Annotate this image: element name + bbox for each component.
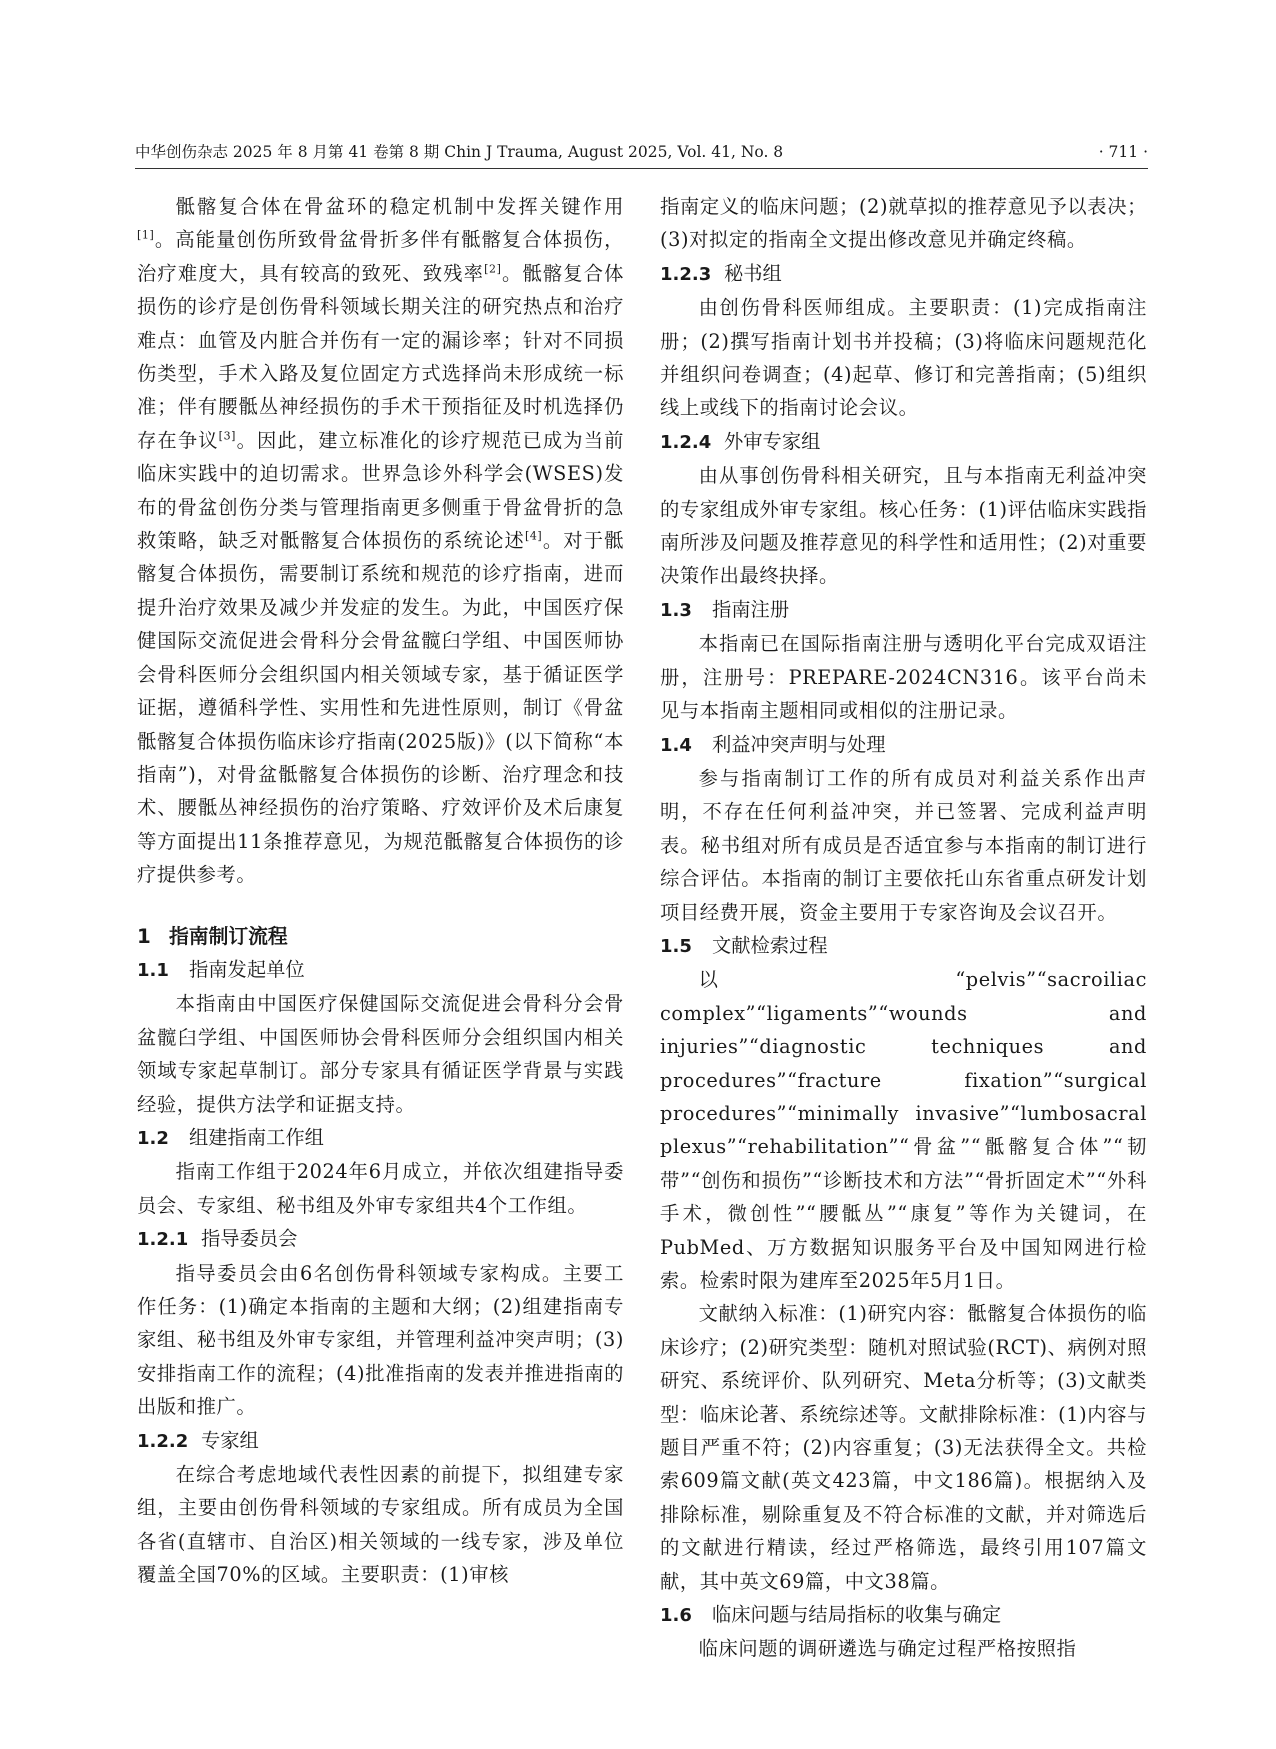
citation-3: [3] bbox=[218, 429, 237, 443]
left-column bbox=[137, 190, 624, 1592]
section-number: 1.3 bbox=[660, 599, 692, 621]
section-1-2-4-heading bbox=[660, 425, 1147, 459]
section-number: 1.1 bbox=[137, 959, 169, 981]
section-1-2-1-heading bbox=[137, 1222, 624, 1256]
section-number: 1.2.1 bbox=[137, 1229, 189, 1251]
intro-text-4: 。因此，建立标准化的诊疗规范已成为当前临床实践中的迫切需求。世界急诊外科学会(WSES)发布的骨盆创伤分类与管理指南更多侧重于骨盆骨折的急救策略，缺乏对骶髂复合体损伤的系统论述 bbox=[137, 428, 624, 553]
section-1-3-heading bbox=[660, 593, 1147, 627]
section-number: 1.6 bbox=[660, 1605, 692, 1627]
intro-text-5: 。对于骶髂复合体损伤，需要制订系统和规范的诊疗指南，进而提升治疗效果及减少并发症的发生。为此，中国医疗保健国际交流促进会骨科分会骨盆髋臼学组、中国医师协会骨科医师分会组织国内相关领域专家，基于循证医学证据，遵循科学性、实用性和先进性原则，制订《骨盆骶髂复合体损伤临床诊疗指南(2025版)》(以下简称“本指南”)，对骨盆骶髂复合体损伤的诊断、治疗理念和技术、腰骶丛神经损伤的治疗策略、疗效评价及术后康复等方面提出11条推荐意见，为规范骶髂复合体损伤的诊疗提供参考。 bbox=[137, 529, 624, 887]
section-number: 1.5 bbox=[660, 935, 692, 957]
section-1-3-body: 本指南已在国际指南注册与透明化平台完成双语注册，注册号：PREPARE-2024CN316。该平台尚未见与本指南主题相同或相似的注册记录。 bbox=[660, 632, 1147, 723]
section-number: 1.2.4 bbox=[660, 431, 712, 453]
section-number: 1 bbox=[137, 924, 151, 948]
section-number: 1.2.2 bbox=[137, 1430, 189, 1452]
section-title: 指南注册 bbox=[712, 597, 790, 621]
journal-citation: 中华创伤杂志 2025 年 8 月第 41 卷第 8 期 Chin J Trauma, August 2025, Vol. 41, No. 8 bbox=[135, 143, 784, 161]
section-title: 专家组 bbox=[201, 1428, 259, 1452]
running-header bbox=[135, 138, 1148, 169]
section-1-5-heading bbox=[660, 929, 1147, 963]
section-1-2-3-heading bbox=[660, 257, 1147, 291]
intro-text-1: 骶髂复合体在骨盆环的稳定机制中发挥关键作用 bbox=[175, 195, 624, 218]
section-1-2-2-body: 在综合考虑地域代表性因素的前提下，拟组建专家组，主要由创伤骨科领域的专家组成。所有成员为全国各省(直辖市、自治区)相关领域的一线专家，涉及单位覆盖全国70%的区域。主要职责：(1)审核 bbox=[137, 1463, 624, 1587]
section-1-1-heading bbox=[137, 953, 624, 987]
section-1-1-body: 本指南由中国医疗保健国际交流促进会骨科分会骨盆髋臼学组、中国医师协会骨科医师分会组织国内相关领域专家起草制订。部分专家具有循证医学背景与实践经验，提供方法学和证据支持。 bbox=[137, 992, 624, 1116]
citation-1: [1] bbox=[137, 228, 155, 242]
right-column bbox=[660, 190, 1147, 1666]
section-1-4-heading bbox=[660, 728, 1147, 762]
section-title: 文献检索过程 bbox=[712, 933, 828, 957]
section-1-heading bbox=[137, 920, 624, 953]
continued-paragraph: 指南定义的临床问题；(2)就草拟的推荐意见予以表决；(3)对拟定的指南全文提出修改意见并确定终稿。 bbox=[660, 195, 1147, 252]
citation-2: [2] bbox=[484, 262, 502, 276]
section-1-6-body: 临床问题的调研遴选与确定过程严格按照指 bbox=[698, 1637, 1077, 1661]
section-1-2-2-heading bbox=[137, 1424, 624, 1458]
section-1-4-body: 参与指南制订工作的所有成员对利益关系作出声明，不存在任何利益冲突，并已签署、完成利益声明表。秘书组对所有成员是否适宜参与本指南的制订进行综合评估。本指南的制订主要依托山东省重点研发计划项目经费开展，资金主要用于专家咨询及会议召开。 bbox=[660, 766, 1147, 924]
section-1-6-heading bbox=[660, 1598, 1147, 1632]
section-1-2-heading bbox=[137, 1121, 624, 1155]
section-title: 组建指南工作组 bbox=[189, 1125, 324, 1149]
section-title: 秘书组 bbox=[724, 261, 782, 285]
section-title: 临床问题与结局指标的收集与确定 bbox=[712, 1603, 1002, 1627]
section-1-5-body-keywords: 以“pelvis”“sacroiliac complex”“ligaments”“wounds and injuries”“diagnostic techniques and procedures”“fracture fixation”“surgical procedures”“minimally invasive”“lumbosacral plexus”“rehabilitation”“骨盆”“骶髂复合体”“韧带”“创伤和损伤”“诊断技术和方法”“骨折固定术”“外科手术，微创性”“腰骶丛”“康复”等作为关键词，在PubMed、万方数据知识服务平台及中国知网进行检索。检索时限为建库至2025年5月1日。 bbox=[660, 968, 1147, 1292]
section-title: 指导委员会 bbox=[201, 1227, 298, 1251]
section-title: 利益冲突声明与处理 bbox=[712, 732, 886, 756]
section-number: 1.2 bbox=[137, 1127, 169, 1149]
intro-text-2: 。高能量创伤所致骨盆骨折多伴有骶髂复合体损伤，治疗难度大，具有较高的致死、致残率 bbox=[137, 228, 624, 285]
section-title: 指南制订流程 bbox=[169, 924, 288, 948]
section-number: 1.2.3 bbox=[660, 263, 712, 285]
section-number: 1.4 bbox=[660, 734, 692, 756]
section-1-2-1-body: 指导委员会由6名创伤骨科领域专家构成。主要工作任务：(1)确定本指南的主题和大纲；(2)组建指南专家组、秘书组及外审专家组，并管理利益冲突声明；(3)安排指南工作的流程；(4)批准指南的发表并推进指南的出版和推广。 bbox=[137, 1261, 624, 1419]
citation-4: [4] bbox=[524, 529, 543, 543]
section-1-2-body: 指南工作组于2024年6月成立，并依次组建指导委员会、专家组、秘书组及外审专家组共4个工作组。 bbox=[137, 1160, 624, 1217]
intro-text-3: 。骶髂复合体损伤的诊疗是创伤骨科领域长期关注的研究热点和治疗难点：血管及内脏合并伤有一定的漏诊率；针对不同损伤类型，手术入路及复位固定方式选择尚未形成统一标准；伴有腰骶丛神经损伤的手术干预指征及时机选择仍存在争议 bbox=[137, 261, 624, 452]
section-1-2-3-body: 由创伤骨科医师组成。主要职责：(1)完成指南注册；(2)撰写指南计划书并投稿；(3)将临床问题规范化并组织问卷调查；(4)起草、修订和完善指南；(5)组织线上或线下的指南讨论会议。 bbox=[660, 296, 1147, 420]
section-title: 外审专家组 bbox=[724, 429, 821, 453]
intro-paragraph bbox=[137, 190, 624, 892]
page-number: · 711 · bbox=[1098, 143, 1148, 161]
section-1-2-4-body: 由从事创伤骨科相关研究，且与本指南无利益冲突的专家组成外审专家组。核心任务：(1)评估临床实践指南所涉及问题及推荐意见的科学性和适用性；(2)对重要决策作出最终抉择。 bbox=[660, 464, 1147, 588]
section-title: 指南发起单位 bbox=[189, 957, 305, 981]
section-1-5-body-criteria: 文献纳入标准：(1)研究内容：骶髂复合体损伤的临床诊疗；(2)研究类型：随机对照试验(RCT)、病例对照研究、系统评价、队列研究、Meta分析等；(3)文献类型：临床论著、系统综述等。文献排除标准：(1)内容与题目严重不符；(2)内容重复；(3)无法获得全文。共检索609篇文献(英文423篇，中文186篇)。根据纳入及排除标准，剔除重复及不符合标准的文献，并对筛选后的文献进行精读，经过严格筛选，最终引用107篇文献，其中英文69篇，中文38篇。 bbox=[660, 1302, 1147, 1593]
